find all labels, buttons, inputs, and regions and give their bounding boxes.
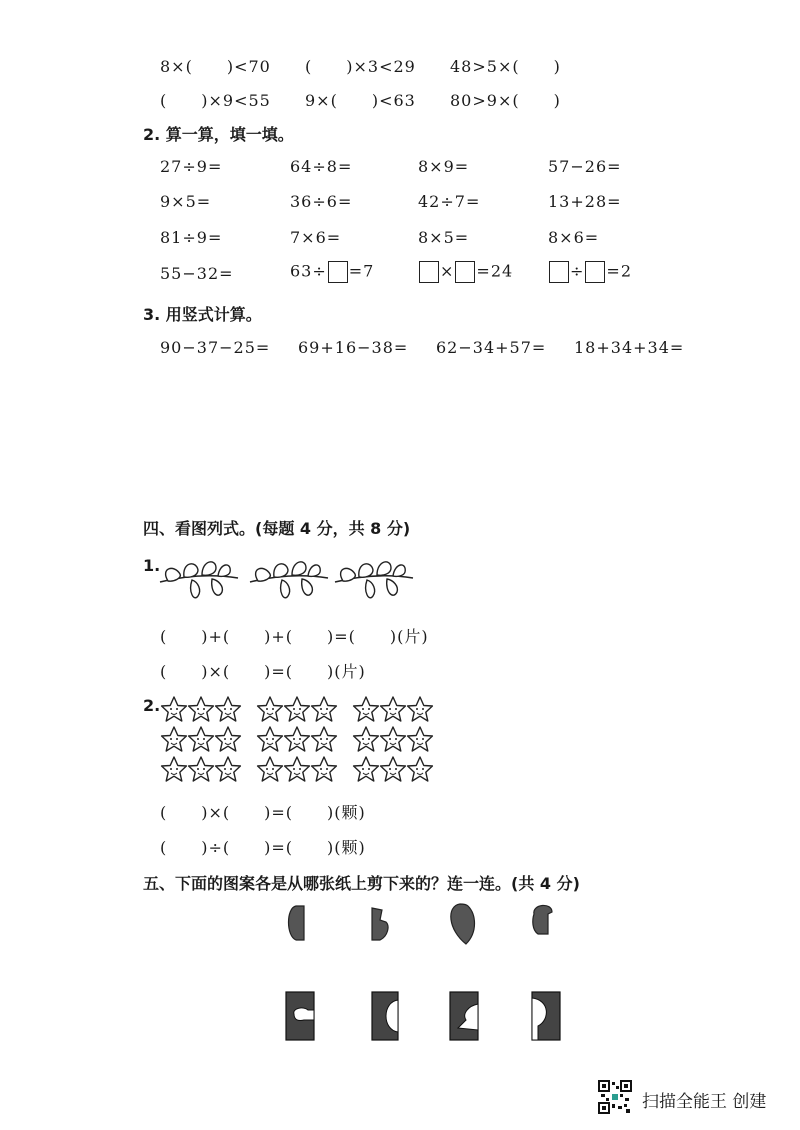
q2-r4-c2-post: =7 bbox=[348, 261, 375, 281]
q2-r2-c3: 42÷7= bbox=[418, 192, 481, 211]
answer-box[interactable] bbox=[585, 261, 605, 283]
q2-r4-c3 bbox=[418, 261, 513, 283]
q2-r1-c4: 57−26= bbox=[548, 157, 622, 176]
answer-box[interactable] bbox=[549, 261, 569, 283]
paper-piece-3[interactable] bbox=[450, 992, 478, 1040]
q2-r4-c4 bbox=[548, 261, 632, 283]
cutout-shape-3[interactable] bbox=[451, 904, 475, 944]
cutout-shape-2[interactable] bbox=[372, 908, 388, 940]
smiley-stars-illustration bbox=[158, 692, 448, 787]
sec5-title: 五、下面的图案各是从哪张纸上剪下来的？连一连。(共 4 分) bbox=[143, 874, 580, 893]
q2-r4-c4-mid: ÷ bbox=[570, 261, 585, 281]
q2-r4-c4-post: =2 bbox=[606, 261, 632, 281]
paper-piece-2[interactable] bbox=[372, 992, 398, 1040]
sec4-p1-line2: ( )×( )=( )(片) bbox=[160, 662, 366, 681]
answer-box[interactable] bbox=[419, 261, 439, 283]
q2-r4-c3-post: =24 bbox=[476, 261, 514, 281]
leaf-branch-3 bbox=[335, 562, 413, 598]
q2-r4-c1: 55−32= bbox=[160, 264, 234, 283]
q3-item-3: 62−34+57= bbox=[436, 338, 547, 357]
leaf-branch-1 bbox=[160, 562, 238, 598]
q2-r4-c2-pre: 63÷ bbox=[290, 261, 327, 281]
q3-item-4: 18+34+34= bbox=[574, 338, 685, 357]
qr-code-icon bbox=[598, 1080, 632, 1114]
leaf-branches-illustration bbox=[155, 548, 415, 608]
q3-item-1: 90−37−25= bbox=[160, 338, 271, 357]
q3-item-2: 69+16−38= bbox=[298, 338, 409, 357]
compare-1-1: 8×( )<70 bbox=[160, 57, 271, 76]
q2-r1-c3: 8×9= bbox=[418, 157, 470, 176]
watermark-text: 扫描全能王 创建 bbox=[642, 1092, 767, 1112]
q2-r3-c3: 8×5= bbox=[418, 228, 470, 247]
star-group-2 bbox=[258, 697, 337, 781]
q2-r4-c2 bbox=[290, 261, 374, 283]
q2-r2-c1: 9×5= bbox=[160, 192, 212, 211]
cutout-shape-1[interactable] bbox=[289, 906, 305, 940]
paper-piece-1[interactable] bbox=[286, 992, 314, 1040]
sec4-p2-line1: ( )×( )=( )(颗) bbox=[160, 803, 366, 822]
compare-1-3: 48>5×( ) bbox=[450, 57, 561, 76]
paper-pieces bbox=[282, 990, 582, 1050]
q2-r1-c1: 27÷9= bbox=[160, 157, 223, 176]
star-group-3 bbox=[354, 697, 433, 781]
compare-1-2: ( )×3<29 bbox=[305, 57, 416, 76]
q2-r3-c1: 81÷9= bbox=[160, 228, 223, 247]
q2-r1-c2: 64÷8= bbox=[290, 157, 353, 176]
compare-2-2: 9×( )<63 bbox=[305, 91, 416, 110]
answer-box[interactable] bbox=[328, 261, 348, 283]
sec4-p2-line2: ( )÷( )=( )(颗) bbox=[160, 838, 366, 857]
q2-title: 2. 算一算，填一填。 bbox=[143, 125, 294, 144]
sec4-p2-number: 2. bbox=[143, 696, 161, 715]
sec4-title: 四、看图列式。(每题 4 分，共 8 分) bbox=[143, 519, 411, 538]
sec4-p1-number: 1. bbox=[143, 556, 161, 575]
q2-r3-c2: 7×6= bbox=[290, 228, 342, 247]
q2-r3-c4: 8×6= bbox=[548, 228, 600, 247]
paper-piece-4[interactable] bbox=[532, 992, 560, 1040]
q2-r4-c3-mid: × bbox=[440, 261, 455, 281]
sec4-p1-line1: ( )+( )+( )=( )(片) bbox=[160, 627, 429, 646]
star-group-1 bbox=[162, 697, 241, 781]
q3-title: 3. 用竖式计算。 bbox=[143, 305, 262, 324]
q2-r2-c4: 13+28= bbox=[548, 192, 622, 211]
compare-2-3: 80>9×( ) bbox=[450, 91, 561, 110]
cutout-shapes bbox=[282, 900, 582, 950]
leaf-branch-2 bbox=[250, 562, 328, 598]
q2-r2-c2: 36÷6= bbox=[290, 192, 353, 211]
answer-box[interactable] bbox=[455, 261, 475, 283]
cutout-shape-4[interactable] bbox=[533, 905, 552, 934]
compare-2-1: ( )×9<55 bbox=[160, 91, 271, 110]
